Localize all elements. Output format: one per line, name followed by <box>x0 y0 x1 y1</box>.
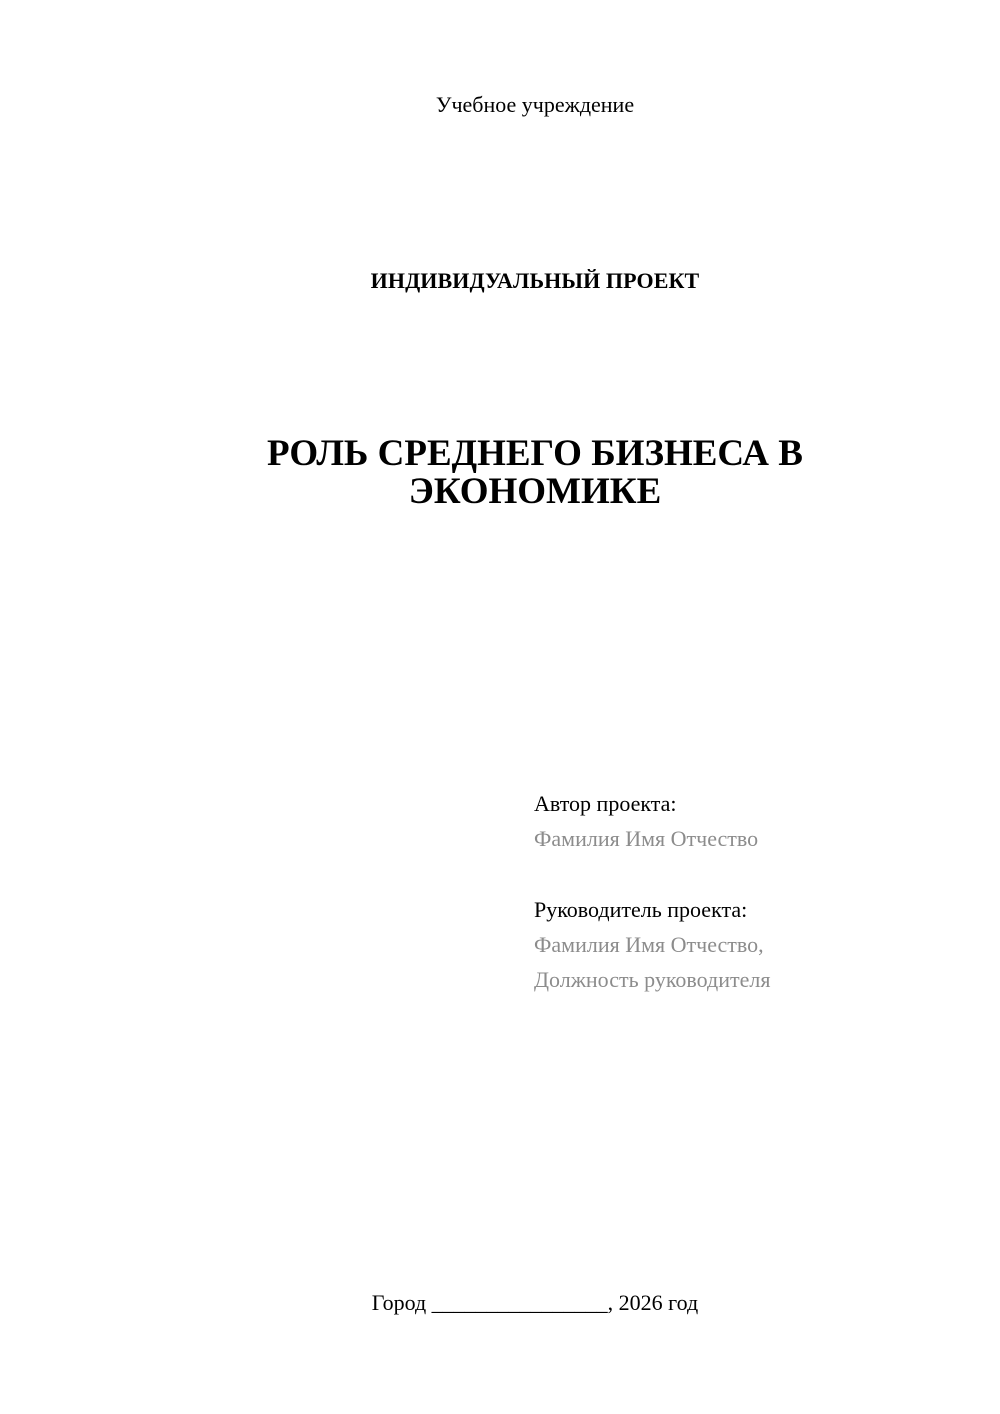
project-title-line-1: РОЛЬ СРЕДНЕГО БИЗНЕСА В <box>267 433 803 474</box>
supervisor-position: Должность руководителя <box>534 967 771 992</box>
credits-block <box>534 786 974 997</box>
institution-name: Учебное учреждение <box>435 92 635 117</box>
author-label: Автор проекта: <box>534 791 677 816</box>
supervisor-name: Фамилия Имя Отчество, <box>534 932 764 957</box>
author-name: Фамилия Имя Отчество <box>534 826 759 851</box>
document-type: ИНДИВИДУАЛЬНЫЙ ПРОЕКТ <box>370 268 700 293</box>
project-title <box>0 435 1000 511</box>
project-title-line-2: ЭКОНОМИКЕ <box>408 471 662 512</box>
credits-spacer <box>534 856 974 892</box>
city-year-line: Город ________________, 2026 год <box>371 1290 699 1315</box>
supervisor-label: Руководитель проекта: <box>534 897 748 922</box>
